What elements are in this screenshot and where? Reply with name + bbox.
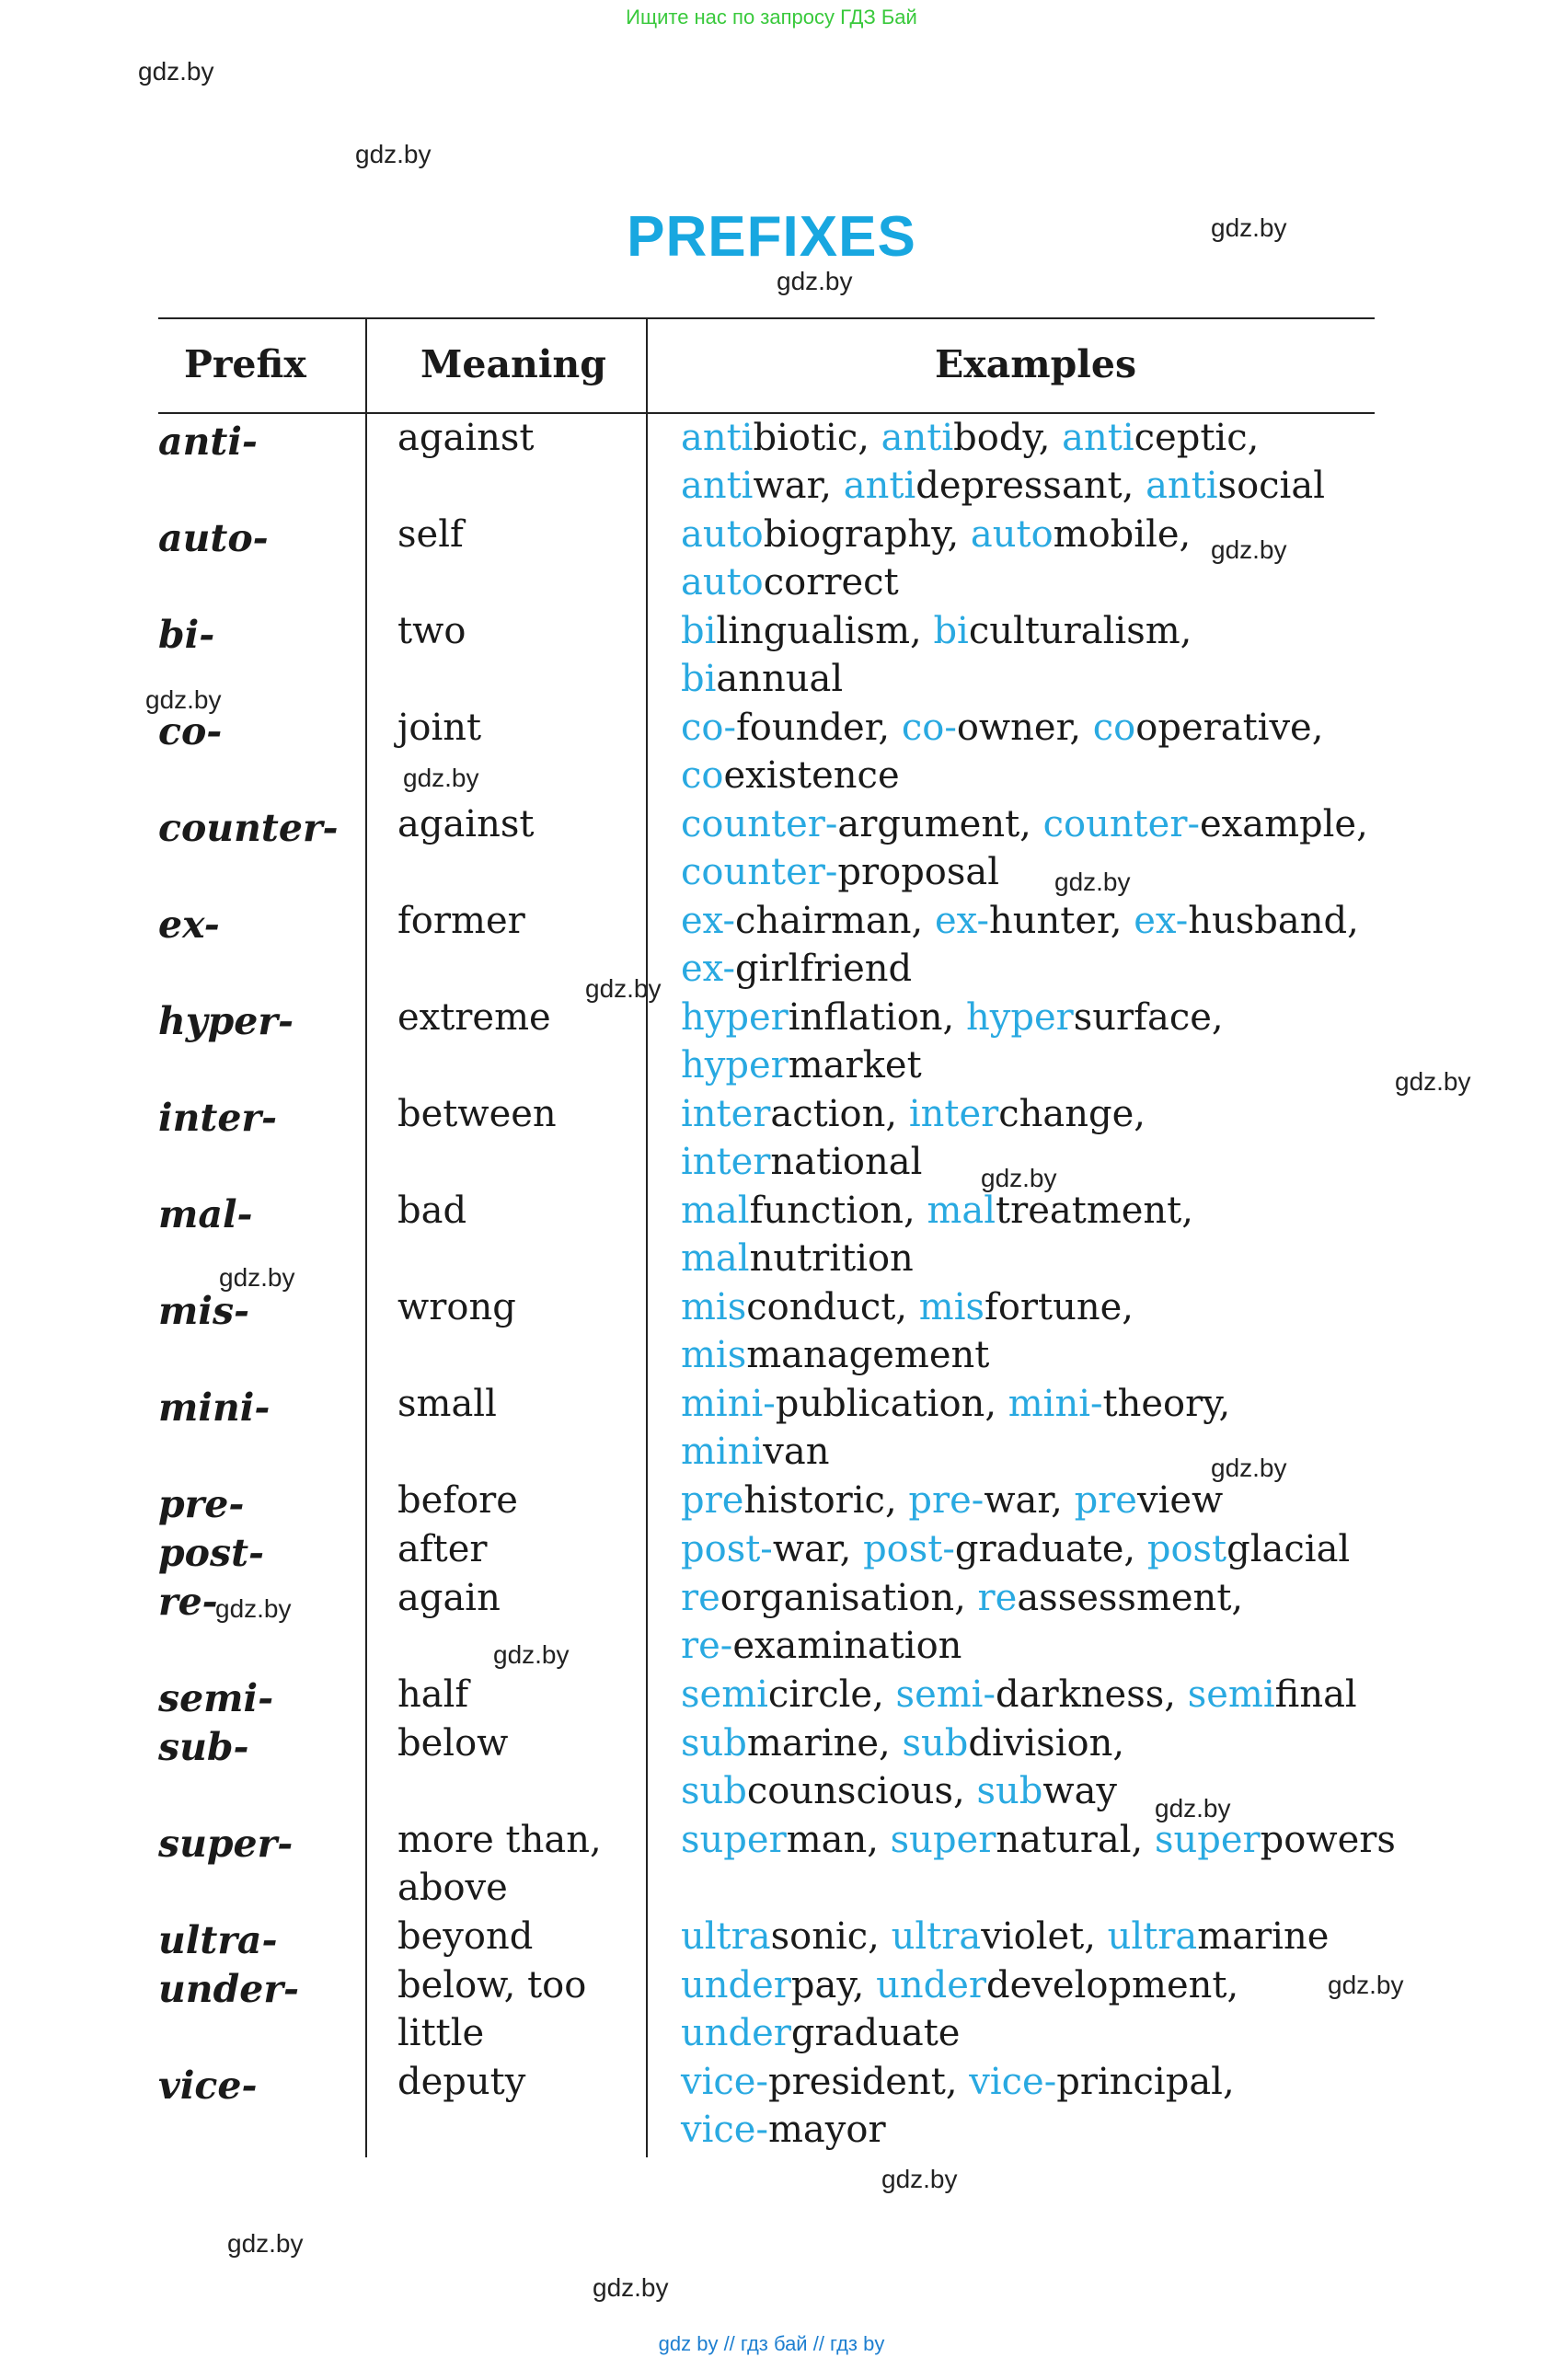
watermark-text: gdz.by <box>219 1263 295 1292</box>
meaning-cell: more than, above <box>397 1819 602 1909</box>
header-examples: Examples <box>935 342 1137 386</box>
word-stem: lingualism, <box>716 610 934 652</box>
prefix-cell: sub- <box>158 1725 249 1769</box>
examples-cell <box>681 1719 1124 1815</box>
example-line <box>681 2058 1235 2106</box>
prefix-highlight: vice- <box>681 2061 768 2103</box>
prefix-highlight: inter <box>908 1093 999 1135</box>
prefix-highlight: counter- <box>681 851 838 893</box>
prefix-highlight: ultra <box>891 1915 982 1958</box>
word-stem: assessment, <box>1017 1577 1244 1619</box>
prefix-highlight: counter- <box>681 803 838 845</box>
prefix-cell: vice- <box>158 2064 258 2108</box>
examples-cell <box>681 1187 1193 1282</box>
prefix-highlight: under <box>681 1964 791 2006</box>
watermark-text: gdz.by <box>593 2273 669 2302</box>
word-stem: surface, <box>1073 996 1224 1039</box>
word-stem: body, <box>953 417 1063 459</box>
examples-cell <box>681 511 1191 606</box>
prefix-highlight: vice- <box>681 2109 768 2151</box>
word-stem: division, <box>968 1722 1125 1765</box>
word-stem: graduate, <box>954 1528 1147 1570</box>
word-stem: nutrition <box>749 1237 914 1280</box>
example-line <box>681 1816 1396 1864</box>
word-stem: theory, <box>1102 1383 1231 1425</box>
prefix-highlight: pre- <box>908 1479 985 1522</box>
prefix-highlight: anti <box>681 465 754 507</box>
prefix-highlight: re- <box>681 1625 733 1667</box>
meaning-cell: two <box>397 610 466 652</box>
prefix-highlight: ex- <box>1134 900 1189 942</box>
example-line <box>681 1187 1193 1235</box>
prefix-highlight: auto <box>681 513 764 556</box>
word-stem: principal, <box>1056 2061 1235 2103</box>
prefix-highlight: semi- <box>895 1673 996 1716</box>
word-stem: market <box>788 1044 922 1087</box>
example-line <box>681 945 1359 993</box>
example-line <box>681 607 1192 655</box>
word-stem: graduate <box>790 2012 961 2054</box>
example-line <box>681 1090 1146 1138</box>
example-line <box>681 1138 1146 1186</box>
prefix-highlight: anti <box>1062 417 1134 459</box>
word-stem: proposal <box>837 851 1000 893</box>
prefix-highlight: mis <box>681 1286 747 1328</box>
examples-cell <box>681 1380 1230 1476</box>
example-line <box>681 1380 1230 1428</box>
meaning-cell: extreme <box>397 996 551 1039</box>
word-stem: operative, <box>1135 707 1324 749</box>
prefix-highlight: re <box>681 1577 720 1619</box>
prefix-highlight: ultra <box>681 1915 771 1958</box>
prefix-cell: re- <box>158 1580 218 1624</box>
meaning-cell: between <box>397 1093 557 1135</box>
watermark-text: gdz.by <box>1211 1454 1287 1482</box>
examples-cell <box>681 1574 1243 1670</box>
prefix-highlight: inter <box>681 1141 771 1183</box>
prefix-cell: mini- <box>158 1385 271 1430</box>
prefix-highlight: ultra <box>1107 1915 1198 1958</box>
word-stem: inflation, <box>788 996 966 1039</box>
example-line <box>681 1041 1224 1089</box>
word-stem: war, <box>984 1479 1075 1522</box>
prefix-highlight: sub <box>681 1770 747 1812</box>
prefix-highlight: pre <box>681 1479 744 1522</box>
examples-cell <box>681 994 1224 1089</box>
word-stem: man, <box>786 1819 891 1861</box>
prefix-cell: inter- <box>158 1096 278 1140</box>
prefix-highlight: sub <box>681 1722 747 1765</box>
watermark-text: gdz.by <box>145 685 222 714</box>
meaning-cell: against <box>397 803 535 845</box>
examples-cell <box>681 2058 1235 2154</box>
meaning-cell: below <box>397 1722 509 1765</box>
examples-cell <box>681 1961 1238 2057</box>
watermark-text: gdz.by <box>1211 213 1287 242</box>
prefix-highlight: hyper <box>681 1044 789 1087</box>
prefix-highlight: mis <box>681 1334 747 1376</box>
example-line <box>681 462 1325 510</box>
examples-cell <box>681 607 1192 703</box>
prefix-highlight: co <box>681 754 724 797</box>
table-top-rule <box>158 317 1375 319</box>
watermark-text: gdz.by <box>777 267 853 295</box>
word-stem: ceptic, <box>1134 417 1260 459</box>
prefix-highlight: re <box>977 1577 1018 1619</box>
meaning-cell: beyond <box>397 1915 534 1958</box>
prefix-highlight: post <box>1146 1528 1227 1570</box>
column-divider-2 <box>646 317 648 2157</box>
word-stem: treatment, <box>996 1190 1193 1232</box>
prefix-highlight: super <box>681 1819 787 1861</box>
word-stem: biography, <box>763 513 971 556</box>
prefix-highlight: ex- <box>681 948 736 990</box>
prefix-highlight: under <box>681 2012 791 2054</box>
word-stem: mobile, <box>1053 513 1192 556</box>
watermark-text: gdz.by <box>1328 1971 1404 1999</box>
example-line <box>681 848 1368 896</box>
word-stem: management <box>746 1334 990 1376</box>
example-line <box>681 1235 1193 1282</box>
example-line <box>681 1767 1124 1815</box>
example-line <box>681 1574 1243 1622</box>
prefix-highlight: auto <box>681 561 764 604</box>
word-stem: change, <box>998 1093 1146 1135</box>
examples-cell <box>681 704 1323 799</box>
word-stem: chairman, <box>735 900 935 942</box>
word-stem: national <box>770 1141 923 1183</box>
example-line <box>681 800 1368 848</box>
examples-cell <box>681 1525 1350 1573</box>
example-line <box>681 558 1191 606</box>
meaning-cell: small <box>397 1383 497 1425</box>
word-stem: owner, <box>956 707 1093 749</box>
prefix-highlight: co <box>1092 707 1136 749</box>
word-stem: war, <box>772 1528 864 1570</box>
watermark-text: gdz.by <box>215 1594 292 1623</box>
example-line <box>681 1331 1134 1379</box>
prefix-cell: co- <box>158 709 223 753</box>
prefix-highlight: post- <box>681 1528 773 1570</box>
examples-cell <box>681 1090 1146 1186</box>
word-stem: conduct, <box>746 1286 919 1328</box>
examples-cell <box>681 1477 1223 1524</box>
prefix-highlight: super <box>1154 1819 1261 1861</box>
prefix-cell: counter- <box>158 806 339 850</box>
word-stem: example, <box>1199 803 1368 845</box>
word-stem: function, <box>749 1190 927 1232</box>
meaning-cell: self <box>397 513 464 556</box>
prefix-highlight: semi <box>681 1673 768 1716</box>
example-line <box>681 752 1323 799</box>
word-stem: biotic, <box>753 417 881 459</box>
meaning-cell: half <box>397 1673 469 1716</box>
meaning-cell: after <box>397 1528 488 1570</box>
example-line <box>681 2106 1235 2154</box>
example-line <box>681 1622 1243 1670</box>
prefix-highlight: counter- <box>1042 803 1200 845</box>
header-prefix: Prefix <box>184 342 306 386</box>
word-stem: final <box>1274 1673 1357 1716</box>
word-stem: development, <box>986 1964 1239 2006</box>
word-stem: annual <box>716 658 844 700</box>
watermark-text: gdz.by <box>355 140 432 168</box>
word-stem: examination <box>732 1625 962 1667</box>
example-line <box>681 1961 1238 2009</box>
prefix-cell: super- <box>158 1822 294 1866</box>
prefix-highlight: mal <box>681 1237 750 1280</box>
prefix-cell: hyper- <box>158 999 294 1043</box>
word-stem: founder, <box>736 707 902 749</box>
word-stem: circle, <box>767 1673 896 1716</box>
word-stem: war, <box>753 465 844 507</box>
examples-cell <box>681 1671 1357 1719</box>
word-stem: action, <box>770 1093 909 1135</box>
meaning-cell: again <box>397 1577 501 1619</box>
word-stem: hunter, <box>989 900 1134 942</box>
prefix-highlight: mal <box>927 1190 996 1232</box>
word-stem: girlfriend <box>735 948 913 990</box>
prefix-highlight: bi <box>681 658 717 700</box>
example-line <box>681 2009 1238 2057</box>
prefix-cell: post- <box>158 1531 265 1575</box>
prefix-cell: auto- <box>158 516 269 560</box>
top-note[interactable]: Ищите нас по запросу ГДЗ Бай <box>626 6 917 29</box>
word-stem: violet, <box>981 1915 1108 1958</box>
prefix-highlight: anti <box>1146 465 1218 507</box>
prefix-cell: ex- <box>158 903 220 947</box>
word-stem: depressant, <box>915 465 1146 507</box>
meaning-cell: below, too little <box>397 1964 587 2054</box>
word-stem: organisation, <box>720 1577 978 1619</box>
page-title: PREFIXES <box>627 205 916 269</box>
prefix-cell: mis- <box>158 1289 250 1333</box>
word-stem: natural, <box>996 1819 1155 1861</box>
column-divider-1 <box>365 317 367 2157</box>
word-stem: husband, <box>1188 900 1359 942</box>
examples-cell <box>681 1816 1396 1864</box>
watermark-text: gdz.by <box>403 764 479 792</box>
example-line <box>681 1477 1223 1524</box>
watermark-text: gdz.by <box>1155 1794 1231 1822</box>
word-stem: view <box>1136 1479 1224 1522</box>
meaning-cell: against <box>397 417 535 459</box>
examples-cell <box>681 1913 1329 1960</box>
prefix-highlight: ex- <box>681 900 736 942</box>
example-line <box>681 414 1325 462</box>
prefix-highlight: co- <box>901 707 957 749</box>
word-stem: mayor <box>767 2109 886 2151</box>
watermark-text: gdz.by <box>1211 535 1287 564</box>
watermark-text: gdz.by <box>493 1640 570 1669</box>
prefix-highlight: under <box>876 1964 987 2006</box>
word-stem: historic, <box>743 1479 909 1522</box>
word-stem: publication, <box>775 1383 1008 1425</box>
watermark-text: gdz.by <box>1054 868 1131 896</box>
watermark-text: gdz.by <box>881 2165 958 2193</box>
prefix-highlight: anti <box>881 417 954 459</box>
prefix-highlight: mal <box>681 1190 750 1232</box>
word-stem: counscious, <box>746 1770 977 1812</box>
prefix-highlight: ex- <box>934 900 989 942</box>
prefix-highlight: anti <box>843 465 916 507</box>
example-line <box>681 1525 1350 1573</box>
word-stem: social <box>1217 465 1325 507</box>
prefix-cell: pre- <box>158 1482 245 1526</box>
word-stem: pay, <box>790 1964 877 2006</box>
example-line <box>681 994 1224 1041</box>
word-stem: way <box>1042 1770 1118 1812</box>
prefix-highlight: mis <box>918 1286 985 1328</box>
meaning-cell: before <box>397 1479 518 1522</box>
prefix-highlight: bi <box>681 610 717 652</box>
prefix-highlight: co- <box>681 707 736 749</box>
meaning-cell: bad <box>397 1190 467 1232</box>
example-line <box>681 655 1192 703</box>
examples-cell <box>681 1283 1134 1379</box>
prefix-cell: under- <box>158 1967 299 2011</box>
prefix-highlight: semi <box>1187 1673 1275 1716</box>
prefix-highlight: mini <box>681 1431 764 1473</box>
example-line <box>681 1719 1124 1767</box>
word-stem: president, <box>767 2061 970 2103</box>
watermark-text: gdz.by <box>138 57 214 86</box>
header-meaning: Meaning <box>420 342 606 386</box>
watermark-text: gdz.by <box>1395 1067 1471 1096</box>
prefix-highlight: mini- <box>681 1383 776 1425</box>
meaning-cell: former <box>397 900 525 942</box>
prefix-cell: mal- <box>158 1192 253 1236</box>
word-stem: existence <box>723 754 900 797</box>
watermark-text: gdz.by <box>227 2229 304 2258</box>
prefix-highlight: pre <box>1074 1479 1137 1522</box>
prefix-cell: anti- <box>158 420 258 464</box>
prefix-cell: ultra- <box>158 1918 278 1962</box>
prefix-cell: bi- <box>158 613 215 657</box>
example-line <box>681 511 1191 558</box>
prefix-highlight: auto <box>970 513 1054 556</box>
prefix-highlight: sub <box>902 1722 969 1765</box>
prefix-cell: semi- <box>158 1676 274 1720</box>
word-stem: sonic, <box>770 1915 892 1958</box>
example-line <box>681 704 1323 752</box>
prefix-highlight: sub <box>976 1770 1043 1812</box>
word-stem: darkness, <box>995 1673 1188 1716</box>
examples-cell <box>681 414 1325 510</box>
example-line <box>681 1671 1357 1719</box>
word-stem: powers <box>1260 1819 1396 1861</box>
word-stem: marine <box>1197 1915 1330 1958</box>
prefix-highlight: bi <box>933 610 969 652</box>
meaning-cell: wrong <box>397 1286 516 1328</box>
word-stem: culturalism, <box>968 610 1192 652</box>
prefix-highlight: anti <box>681 417 754 459</box>
word-stem: argument, <box>837 803 1043 845</box>
word-stem: fortune, <box>985 1286 1134 1328</box>
examples-cell <box>681 897 1359 993</box>
prefix-highlight: vice- <box>969 2061 1057 2103</box>
word-stem: glacial <box>1226 1528 1351 1570</box>
prefix-highlight: post- <box>863 1528 955 1570</box>
word-stem: correct <box>763 561 899 604</box>
examples-cell <box>681 800 1368 896</box>
meaning-cell: deputy <box>397 2061 526 2103</box>
watermark-text: gdz.by <box>585 974 662 1003</box>
watermark-text: gdz.by <box>981 1164 1057 1192</box>
meaning-cell: joint <box>397 707 482 749</box>
prefix-highlight: super <box>890 1819 996 1861</box>
example-line <box>681 1283 1134 1331</box>
word-stem: van <box>763 1431 830 1473</box>
example-line <box>681 1428 1230 1476</box>
prefix-highlight: hyper <box>966 996 1074 1039</box>
example-line <box>681 1913 1329 1960</box>
word-stem: marine, <box>746 1722 903 1765</box>
prefix-highlight: hyper <box>681 996 789 1039</box>
bottom-note[interactable]: gdz by // гдз бай // гдз by <box>658 2332 885 2355</box>
example-line <box>681 897 1359 945</box>
prefix-highlight: inter <box>681 1093 771 1135</box>
prefix-highlight: mini- <box>1008 1383 1103 1425</box>
